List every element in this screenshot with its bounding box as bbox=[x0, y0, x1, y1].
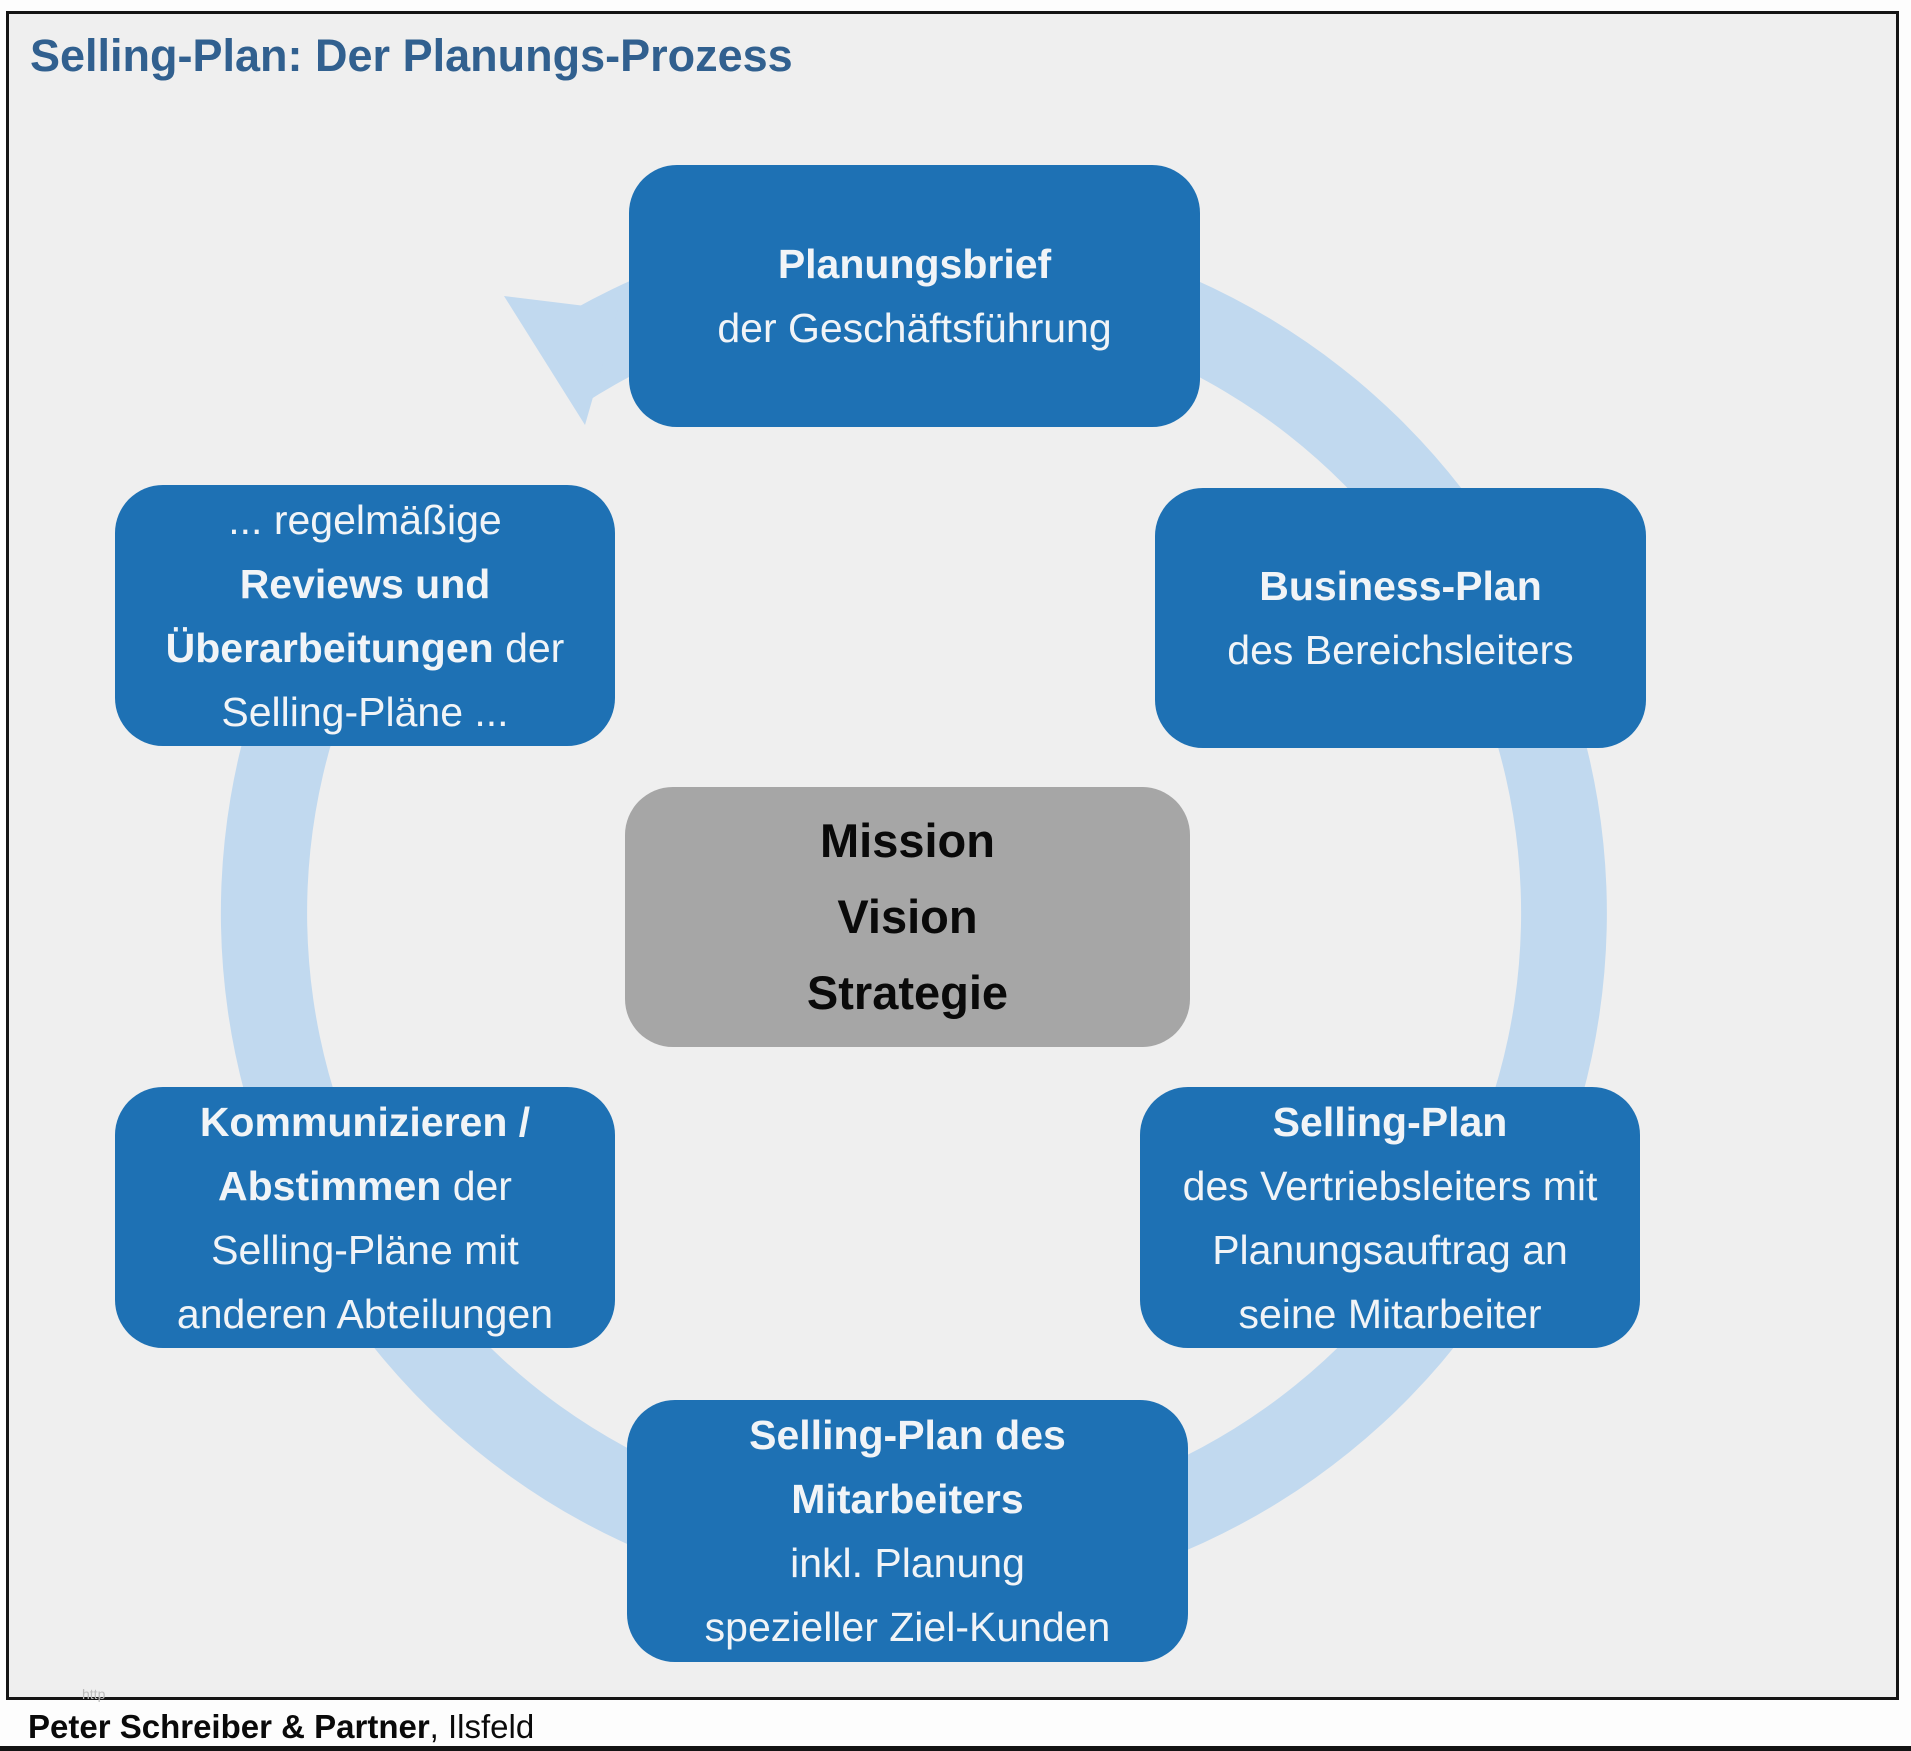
text-segment: der bbox=[493, 624, 565, 671]
text-segment: der Geschäftsführung bbox=[717, 305, 1112, 351]
process-box-planungsbrief bbox=[629, 165, 1200, 427]
footer-company: Peter Schreiber & Partner bbox=[28, 1708, 430, 1745]
watermark-text: http bbox=[82, 1686, 106, 1702]
text-segment: Selling-Plan des bbox=[749, 1412, 1066, 1458]
text-segment: Abstimmen bbox=[218, 1162, 442, 1209]
text-segment: spezieller Ziel-Kunden bbox=[704, 1604, 1111, 1650]
box-text-line bbox=[778, 232, 1051, 296]
text-segment: ... regelmäßige bbox=[228, 496, 502, 543]
center-box-line: Vision bbox=[837, 890, 978, 943]
text-segment: Business-Plan bbox=[1259, 563, 1542, 609]
box-text-line bbox=[211, 1218, 519, 1282]
text-segment: Planungsauftrag an bbox=[1212, 1226, 1568, 1273]
bottom-border-bar bbox=[0, 1746, 1911, 1751]
center-box-mission-vision-strategie bbox=[625, 787, 1190, 1047]
box-text-line bbox=[1238, 1282, 1541, 1346]
center-box-line: Mission bbox=[820, 814, 995, 867]
box-text-line bbox=[1227, 618, 1573, 682]
box-text-line bbox=[1212, 1218, 1568, 1282]
text-segment: Kommunizieren / bbox=[199, 1098, 531, 1145]
process-box-selling-plan-mitarbeiter bbox=[627, 1400, 1188, 1662]
footer bbox=[28, 1708, 534, 1746]
text-segment: der bbox=[441, 1162, 512, 1209]
text-segment: Planungsbrief bbox=[777, 241, 1052, 287]
box-text-line bbox=[218, 1154, 512, 1218]
box-text-line bbox=[705, 1595, 1111, 1659]
box-text-line bbox=[791, 1467, 1023, 1531]
text-segment: Reviews und bbox=[239, 560, 491, 607]
text-segment: inkl. Planung bbox=[790, 1540, 1025, 1586]
box-text-line bbox=[1259, 554, 1542, 618]
box-text-line bbox=[1273, 1090, 1508, 1154]
process-box-kommunizieren-abstimmen bbox=[115, 1087, 615, 1348]
box-text-line bbox=[1183, 1154, 1598, 1218]
box-text-line bbox=[717, 296, 1111, 360]
text-segment: anderen Abteilungen bbox=[176, 1290, 554, 1337]
box-text-line bbox=[200, 1090, 530, 1154]
box-text-line bbox=[228, 488, 501, 552]
text-segment: Selling-Plan bbox=[1272, 1098, 1508, 1145]
process-box-business-plan bbox=[1155, 488, 1646, 748]
box-text-line bbox=[790, 1531, 1025, 1595]
slide-title: Selling-Plan: Der Planungs-Prozess bbox=[30, 30, 793, 81]
footer-location: , Ilsfeld bbox=[429, 1708, 535, 1745]
text-segment: des Bereichsleiters bbox=[1227, 627, 1574, 673]
text-segment: Selling-Pläne mit bbox=[211, 1226, 519, 1273]
box-text-line bbox=[177, 1282, 553, 1346]
box-text-line bbox=[240, 552, 491, 616]
text-segment: Selling-Pläne ... bbox=[221, 688, 509, 735]
text-segment: Überarbeitungen bbox=[165, 624, 494, 671]
text-segment: Mitarbeiters bbox=[791, 1476, 1024, 1522]
text-segment: seine Mitarbeiter bbox=[1238, 1290, 1542, 1337]
box-text-line bbox=[749, 1403, 1066, 1467]
cycle-arrow-head-icon bbox=[504, 296, 618, 425]
center-box-line: Strategie bbox=[806, 966, 1009, 1019]
box-text-line bbox=[221, 680, 508, 744]
process-box-reviews-ueberarbeitungen bbox=[115, 485, 615, 746]
process-box-selling-plan-vertriebsleiter bbox=[1140, 1087, 1640, 1348]
box-text-line bbox=[166, 616, 565, 680]
text-segment: des Vertriebsleiters mit bbox=[1182, 1162, 1598, 1209]
